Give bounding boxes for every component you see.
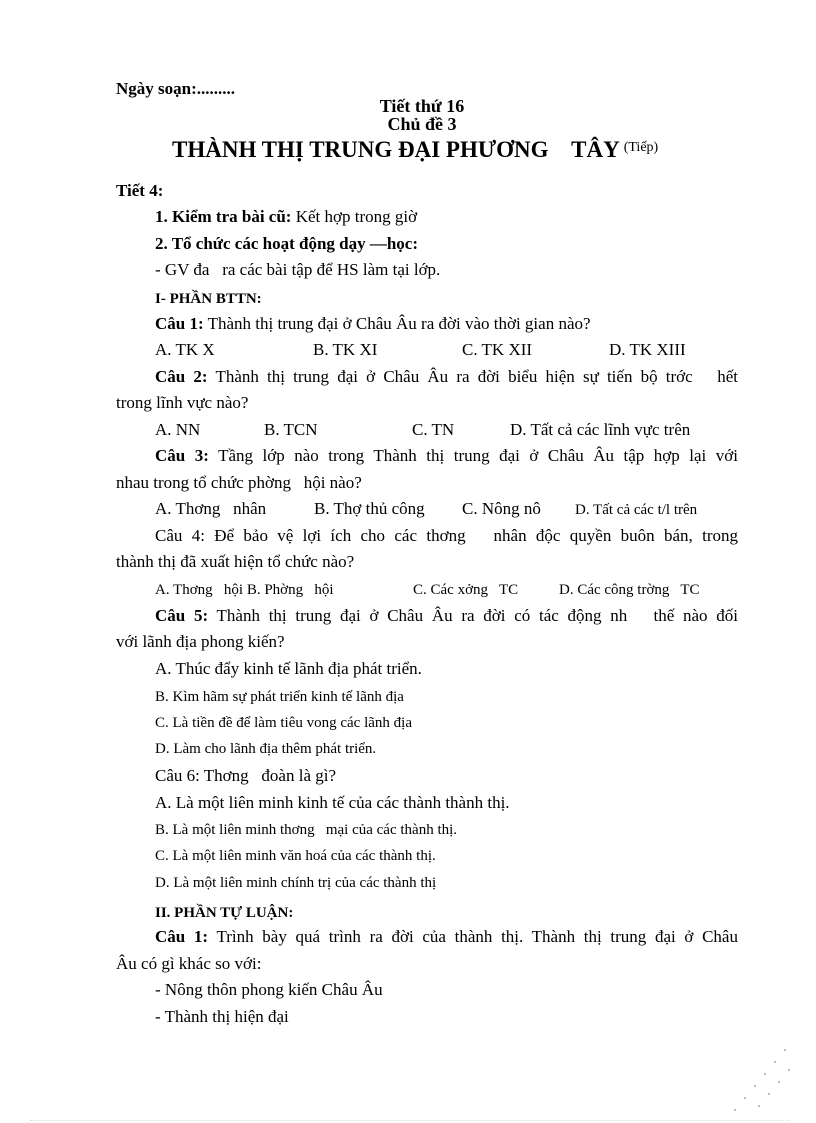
q6-option-d: D. Là một liên minh chính trị của các thành thị <box>155 875 437 891</box>
q2-line1 <box>155 366 738 388</box>
q3-option-a: A. Thơng nhân <box>155 499 267 518</box>
q2-text: Thành thị trung đại ở Châu Âu ra đời biểu hiện sự tiến bộ trớc hết <box>207 367 738 386</box>
q3-label: Câu 3: <box>155 446 209 465</box>
tl1-line2: Âu có gì khác so với: <box>116 954 262 973</box>
ngay-soan: Ngày soạn:......... <box>116 79 236 98</box>
scan-dots-decoration <box>714 1047 794 1117</box>
chu-de: Chủ đề 3 <box>387 114 457 134</box>
q5-line2: với lãnh địa phong kiến? <box>116 632 285 651</box>
q4-option-ab: A. Thơng hội B. Phờng hội <box>155 582 334 598</box>
tiet-thu: Tiết thứ 16 <box>379 96 465 116</box>
kiem-tra-label: 1. Kiểm tra bài cũ: <box>155 207 292 226</box>
tiet-label: Tiết 4: <box>116 181 164 200</box>
q5-line1 <box>155 605 738 627</box>
q6-text: Thơng đoàn là gì? <box>199 766 337 785</box>
q2-option-b: B. TCN <box>264 420 318 439</box>
title-note: (Tiếp) <box>623 140 659 155</box>
q6-line <box>155 765 336 787</box>
q1-text: Thành thị trung đại ở Châu Âu ra đời vào thời gian nào? <box>203 314 591 333</box>
q3-option-c: C. Nông nô <box>462 499 541 518</box>
q3-option-d: D. Tất cả các t/l trên <box>575 502 698 518</box>
phan-bttn-heading: I- PHẦN BTTN: <box>155 291 262 307</box>
q3-option-b: B. Thợ thủ công <box>314 499 425 518</box>
q4-option-d: D. Các công trờng TC <box>559 582 700 598</box>
q6-option-b: B. Là một liên minh thơng mại của các thành thị. <box>155 822 458 838</box>
tl1-text: Trình bày quá trình ra đời của thành thị. Thành thị trung đại ở Châu <box>208 927 738 946</box>
kiem-tra-text: Kết hợp trong giờ <box>291 207 418 226</box>
q4-option-c: C. Các xởng TC <box>413 582 519 598</box>
q1-option-a: A. TK X <box>155 340 215 359</box>
q2-option-c: C. TN <box>412 420 455 439</box>
q4-line2: thành thị đã xuất hiện tổ chức nào? <box>116 552 355 571</box>
gv-text: - GV đa ra các bài tập để HS làm tại lớp. <box>155 260 441 279</box>
q5-option-d: D. Làm cho lãnh địa thêm phát triển. <box>155 741 377 757</box>
q5-option-c: C. Là tiền đề để làm tiêu vong các lãnh địa <box>155 715 412 731</box>
q2-option-d: D. Tất cả các lĩnh vực trên <box>510 420 691 439</box>
q5-option-b: B. Kìm hãm sự phát triển kinh tế lãnh địa <box>155 689 404 705</box>
q5-option-a: A. Thúc đẩy kinh tế lãnh địa phát triển. <box>155 659 422 678</box>
q6-option-a: A. Là một liên minh kinh tế của các thành thành thị. <box>155 793 510 812</box>
page-title-text: THÀNH THỊ TRUNG ĐẠI PHƯƠNG TÂY <box>172 137 620 162</box>
q2-label: Câu 2: <box>155 367 208 386</box>
q2-option-a: A. NN <box>155 420 201 439</box>
page-bottom-rule <box>30 1120 790 1121</box>
q1-option-d: D. TK XIII <box>609 340 686 359</box>
q4-line1: Câu 4: Để bảo vệ lợi ích cho các thơng nhân độc quyền buôn bán, trong <box>155 526 738 545</box>
kiem-tra-line <box>155 206 417 228</box>
phan-tu-luan-heading: II. PHẦN TỰ LUẬN: <box>155 905 294 921</box>
q1-label: Câu 1: <box>155 314 204 333</box>
to-chuc-label: 2. Tổ chức các hoạt động dạy —học: <box>155 234 419 253</box>
q3-text: Tầng lớp nào trong Thành thị trung đại ở Châu Âu tập hợp lại với <box>208 446 738 465</box>
q5-text: Thành thị trung đại ở Châu Âu ra đời có tác động nh thế nào đối <box>208 606 738 625</box>
tl1-label: Câu 1: <box>155 927 209 946</box>
q1-option-c: C. TK XII <box>462 340 533 359</box>
q3-line1 <box>155 445 738 467</box>
q3-line2: nhau trong tổ chức phờng hội nào? <box>116 473 362 492</box>
tl1-line1 <box>155 926 738 948</box>
q6-label: Câu 6: <box>155 766 200 785</box>
tl1-item-2: - Thành thị hiện đại <box>155 1007 289 1026</box>
q5-label: Câu 5: <box>155 606 209 625</box>
q1-line <box>155 313 591 335</box>
q1-option-b: B. TK XI <box>313 340 378 359</box>
page-title <box>172 136 658 168</box>
tl1-item-1: - Nông thôn phong kiến Châu Âu <box>155 980 383 999</box>
q2-line2: trong lĩnh vực nào? <box>116 393 249 412</box>
q6-option-c: C. Là một liên minh văn hoá của các thành thị. <box>155 848 436 864</box>
